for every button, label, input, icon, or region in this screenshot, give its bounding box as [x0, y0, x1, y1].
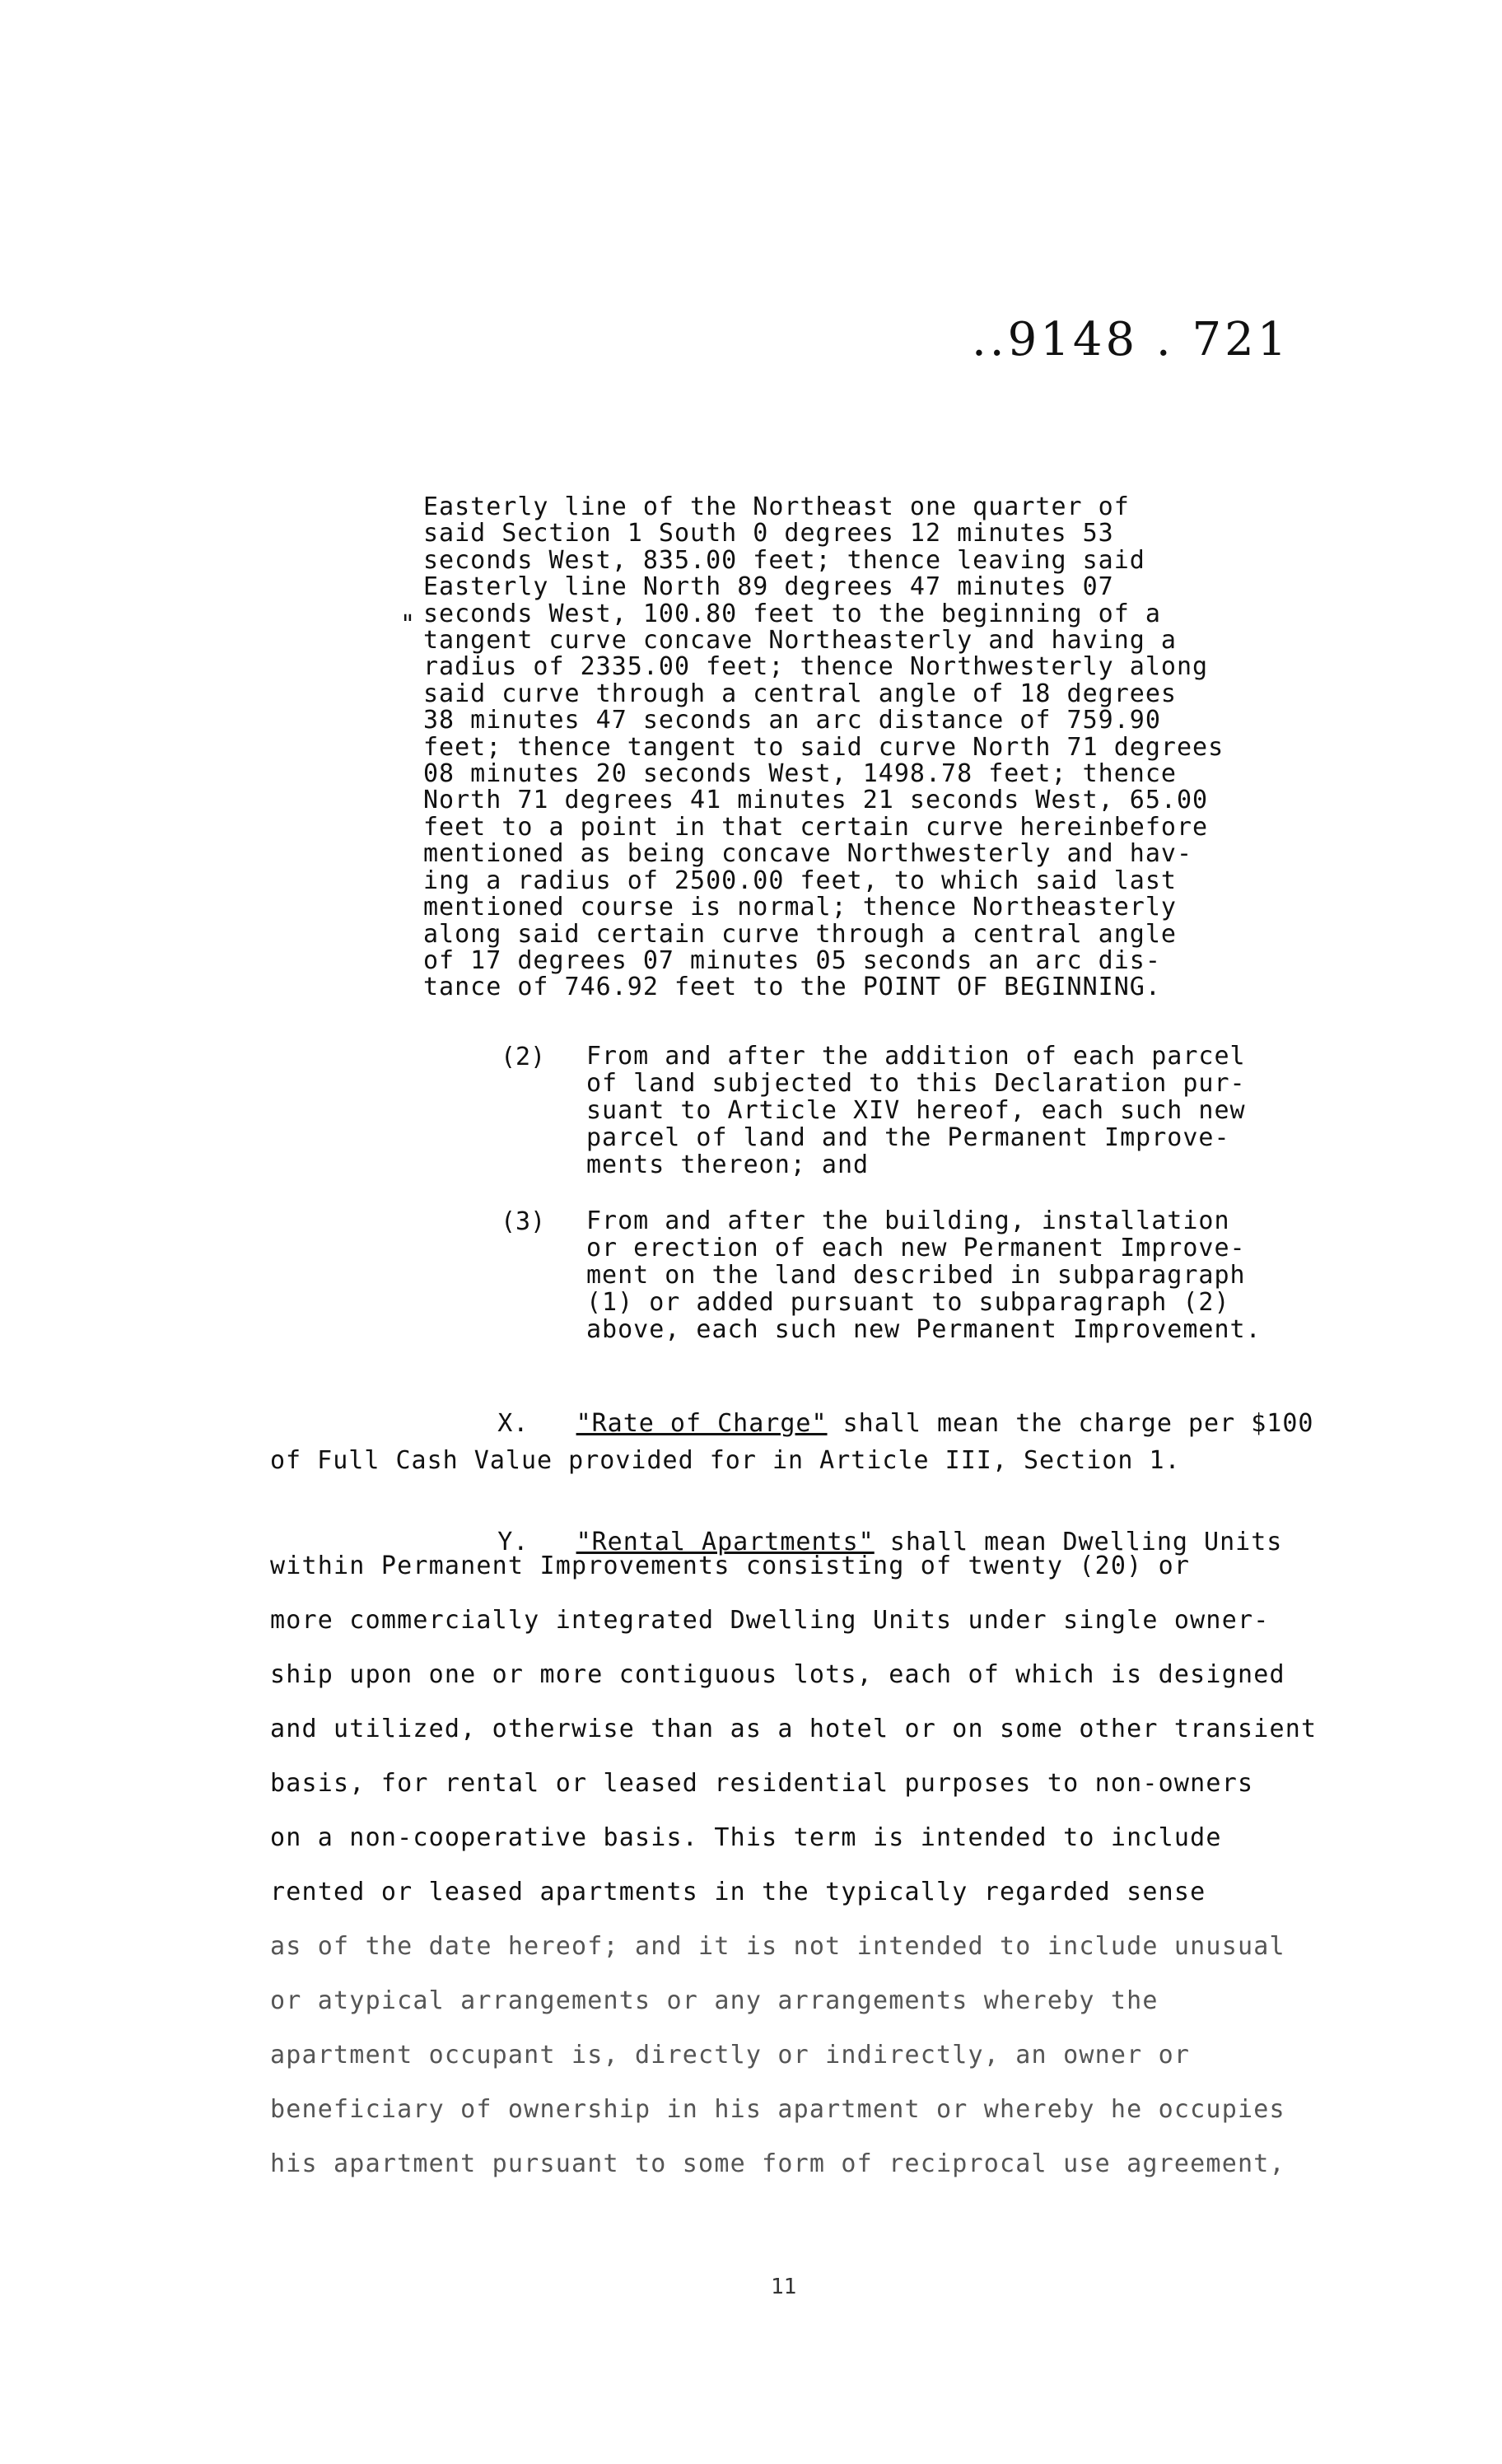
- subparagraph-2: [501, 1042, 1451, 1179]
- book-page-stamp: ..9148 . 721: [972, 313, 1290, 366]
- description-line: feet to a point in that certain curve hereinbefore: [423, 812, 1209, 842]
- body-line: beneficiary of ownership in his apartment or whereby he occupies: [270, 2095, 1285, 2124]
- description-line: said curve through a central angle of 18 degrees: [423, 679, 1177, 708]
- description-line: radius of 2335.00 feet; thence Northwesterly along: [423, 652, 1209, 682]
- description-line: North 71 degrees 41 minutes 21 seconds West, 65.00: [423, 786, 1209, 815]
- body-line: rented or leased apartments in the typically regarded sense: [270, 1878, 1206, 1906]
- subparagraph-number: (3): [501, 1207, 546, 1236]
- body-line: within Permanent Improvements consisting of twenty (20) or: [270, 1552, 1191, 1580]
- definition-term: "Rate of Charge": [576, 1409, 828, 1438]
- description-line: along said certain curve through a central angle: [423, 919, 1177, 949]
- body-line: as of the date hereof; and it is not intended to include unusual: [270, 1932, 1285, 1961]
- description-line: tangent curve concave Northeasterly and having a: [423, 626, 1177, 656]
- body-line: apartment occupant is, directly or indirectly, an owner or: [270, 2041, 1191, 2070]
- subparagraph-line: or erection of each new Permanent Improve-: [586, 1234, 1246, 1262]
- subparagraph-line: parcel of land and the Permanent Improve-: [586, 1123, 1230, 1152]
- subparagraph-number: (2): [501, 1043, 546, 1071]
- definition-letter: X.: [497, 1409, 529, 1438]
- margin-mark: ": [400, 610, 416, 639]
- definition-x-continuation: of Full Cash Value provided for in Article III, Section 1.: [270, 1446, 1181, 1475]
- body-line: his apartment pursuant to some form of reciprocal use agreement,: [270, 2149, 1285, 2178]
- subparagraph-line: From and after the building, installation: [586, 1206, 1230, 1235]
- body-line: basis, for rental or leased residential purposes to non-owners: [270, 1769, 1254, 1798]
- definition-text: shall mean Dwelling Units: [874, 1528, 1283, 1556]
- description-line: of 17 degrees 07 minutes 05 seconds an arc dis-: [423, 945, 1161, 975]
- subparagraph-line: ments thereon; and: [586, 1150, 870, 1179]
- description-line: 08 minutes 20 seconds West, 1498.78 feet; thence: [423, 759, 1177, 789]
- description-line: seconds West, 100.80 feet to the beginning of a: [423, 599, 1161, 628]
- description-line: seconds West, 835.00 feet; thence leaving said: [423, 545, 1145, 575]
- description-line: feet; thence tangent to said curve North 71 degrees: [423, 732, 1224, 762]
- description-line: mentioned as being concave Northwesterly and hav-: [423, 839, 1193, 869]
- definition-text: shall mean the charge per $100: [827, 1409, 1314, 1438]
- subparagraph-3: [501, 1206, 1451, 1344]
- definition-term: "Rental Apartments": [576, 1528, 875, 1556]
- description-line: 38 minutes 47 seconds an arc distance of 759.90: [423, 706, 1161, 735]
- description-line: mentioned course is normal; thence Northeasterly: [423, 893, 1177, 922]
- subparagraph-line: suant to Article XIV hereof, each such new: [586, 1096, 1246, 1125]
- description-line: said Section 1 South 0 degrees 12 minutes 53: [423, 519, 1114, 548]
- body-line: on a non-cooperative basis. This term is intended to include: [270, 1823, 1222, 1852]
- body-line: ship upon one or more contiguous lots, each of which is designed: [270, 1660, 1285, 1689]
- description-line: Easterly line North 89 degrees 47 minutes 07: [423, 572, 1114, 602]
- subparagraph-line: above, each such new Permanent Improvement.: [586, 1315, 1262, 1344]
- page-number: 11: [771, 2275, 797, 2299]
- legal-description: [423, 494, 1395, 1001]
- body-line: or atypical arrangements or any arrangements whereby the: [270, 1986, 1159, 2015]
- definition-letter: Y.: [497, 1528, 529, 1556]
- subparagraph-line: From and after the addition of each parcel: [586, 1042, 1246, 1071]
- description-line: ing a radius of 2500.00 feet, to which said last: [423, 866, 1177, 895]
- description-line: tance of 746.92 feet to the POINT OF BEGINNING.: [423, 973, 1161, 1002]
- body-line: more commercially integrated Dwelling Units under single owner-: [270, 1606, 1270, 1635]
- body-line: and utilized, otherwise than as a hotel or on some other transient: [270, 1715, 1318, 1743]
- subparagraph-line: ment on the land described in subparagraph: [586, 1261, 1246, 1290]
- subparagraph-line: of land subjected to this Declaration pur-: [586, 1069, 1246, 1098]
- subparagraph-line: (1) or added pursuant to subparagraph (2): [586, 1288, 1230, 1317]
- description-line: Easterly line of the Northeast one quarter of: [423, 492, 1130, 521]
